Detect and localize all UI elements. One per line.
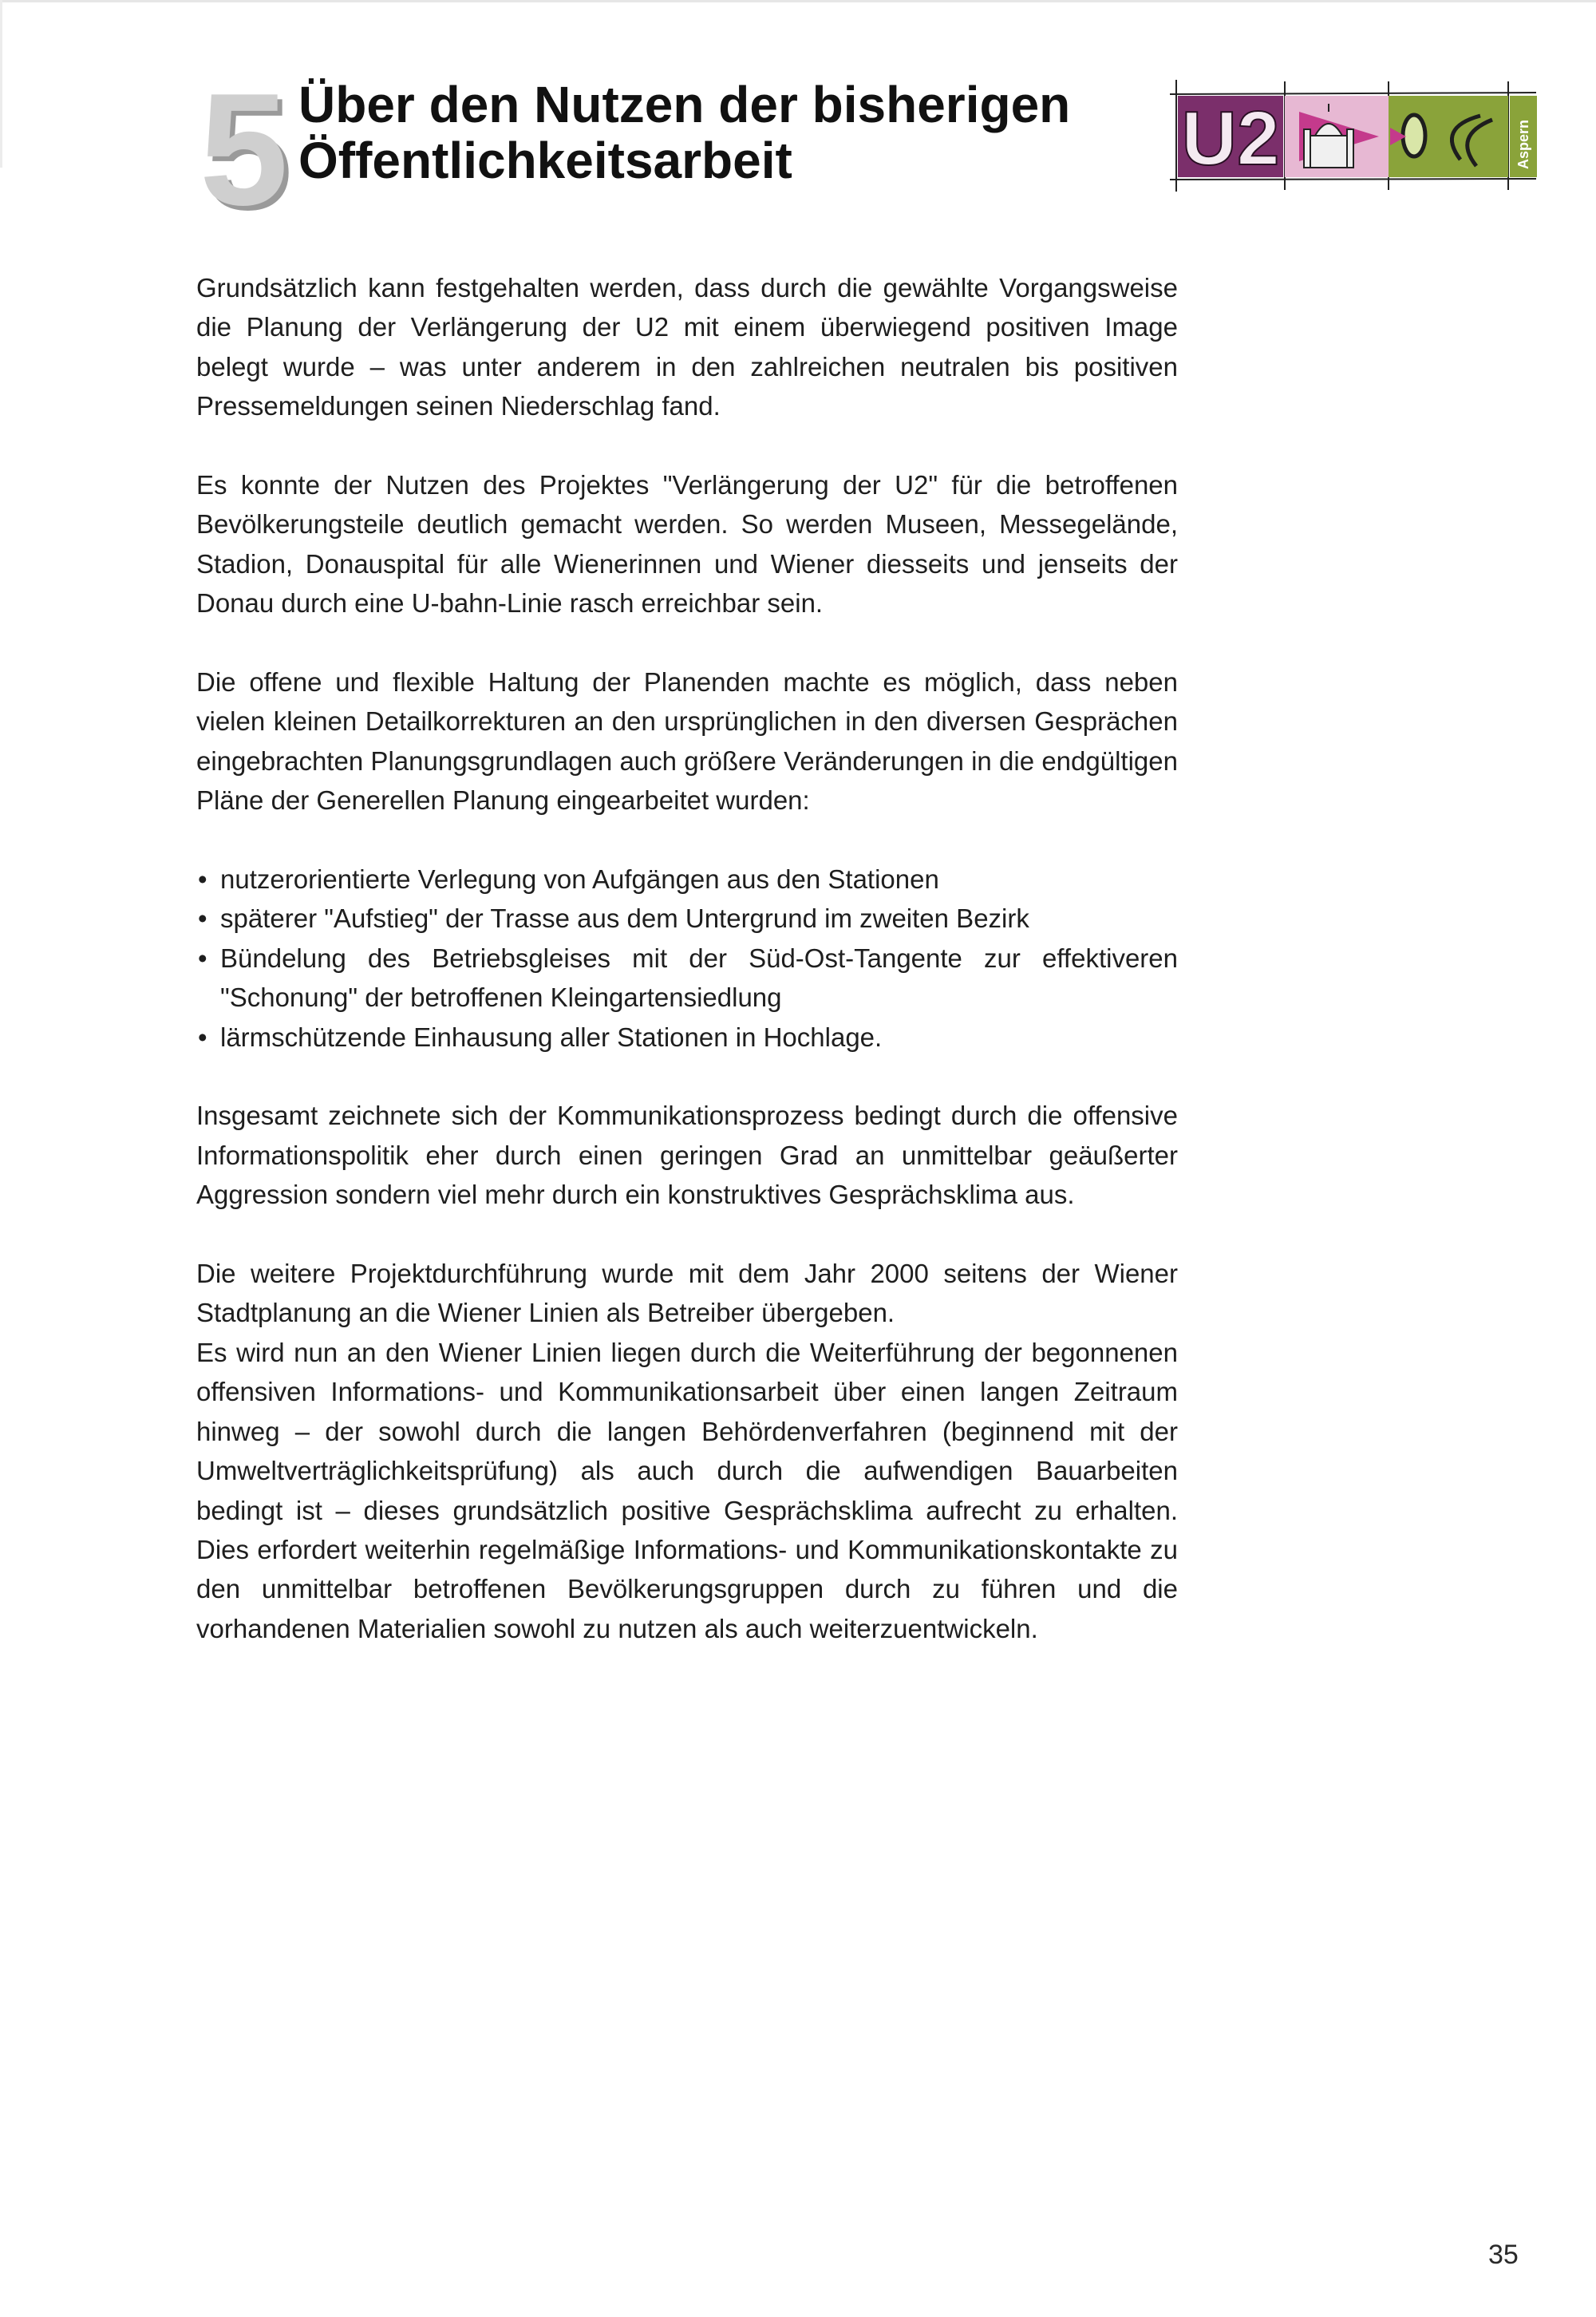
paragraph: Insgesamt zeichnete sich der Kommunikationsprozess bedingt durch die offensive Informationspolitik eher durch einen geringen Grad an unmittelbar geäußerter Aggression sondern viel mehr durch ein konstruktives Gesprächsklima aus. xyxy=(196,1101,1178,1210)
side-label: Aspern xyxy=(1515,119,1531,169)
page-edge-top xyxy=(0,0,1596,2)
page-number: 35 xyxy=(1488,2240,1519,2270)
paragraph: Es konnte der Nutzen des Projektes "Verlängerung der U2" für die betroffenen Bevölkerungsteile deutlich gemacht werden. So werden Museen, Messegelände, Stadion, Donauspital für alle Wienerinnen und Wiener diesseits und jenseits der Donau durch eine U-bahn-Linie rasch erreichbar sein. xyxy=(196,470,1178,619)
bullet-item: • nutzerorientierte Verlegung von Aufgängen aus den Stationen xyxy=(196,860,1178,899)
paragraph: Grundsätzlich kann festgehalten werden, dass durch die gewählte Vorgangsweise die Planung der Verlängerung der U2 mit einem überwiegend positiven Image belegt wurde – was unter anderem in den zahlreichen neutralen bis positiven Pressemeldungen seinen Niederschlag fand. xyxy=(196,273,1178,421)
chapter-number: 5 xyxy=(200,61,286,239)
u2-badge-label: U2 xyxy=(1181,96,1280,181)
bullet-item: • späterer "Aufstieg" der Trasse aus dem Untergrund im zweiten Bezirk xyxy=(196,899,1178,938)
page-edge-left xyxy=(0,0,2,168)
chapter-title-line-2: Öffentlichkeitsarbeit xyxy=(298,132,792,189)
u2-line-logo xyxy=(1165,80,1540,192)
paragraph: Es wird nun an den Wiener Linien liegen durch die Weiterführung der begonnenen offensiven Informations- und Kommunikationsarbeit über einen langen Zeitraum hinweg – der sowohl durch die langen Behördenverfahren (beginnend mit der Umweltverträglichkeitsprüfung) als auch durch die aufwendigen Bauarbeiten bedingt ist – dieses grundsätzlich positive Gesprächsklima aufrecht zu erhalten. Dies erfordert weiterhin regelmäßige Informations- und Kommunikationskontakte zu den unmittelbar betroffenen Bevölkerungsgruppen durch zu führen und die vorhandenen Materialien sowohl zu nutzen als auch weiterzuentwickeln. xyxy=(196,1337,1178,1643)
paragraph: Die weitere Projektdurchführung wurde mit dem Jahr 2000 seitens der Wiener Stadtplanung an die Wiener Linien als Betreiber übergeben. xyxy=(196,1259,1178,1328)
bullet-item: • lärmschützende Einhausung aller Stationen in Hochlage. xyxy=(196,1018,1178,1057)
bullet-list xyxy=(196,860,1178,1057)
chapter-title xyxy=(298,77,1160,188)
bullet-item: • Bündelung des Betriebsgleises mit der Süd-Ost-Tangente zur effektiveren "Schonung" der betroffenen Kleingartensiedlung xyxy=(196,939,1178,1018)
chapter-title-line-1: Über den Nutzen der bisherigen xyxy=(298,76,1071,133)
body-text xyxy=(196,268,1178,1688)
paragraph: Die offene und flexible Haltung der Planenden machte es möglich, dass neben vielen kleinen Detailkorrekturen an den ursprünglichen in den diversen Gesprächen eingebrachten Planungsgrundlagen auch größere Veränderungen in die endgültigen Pläne der Generellen Planung eingearbeitet wurden: xyxy=(196,667,1178,816)
